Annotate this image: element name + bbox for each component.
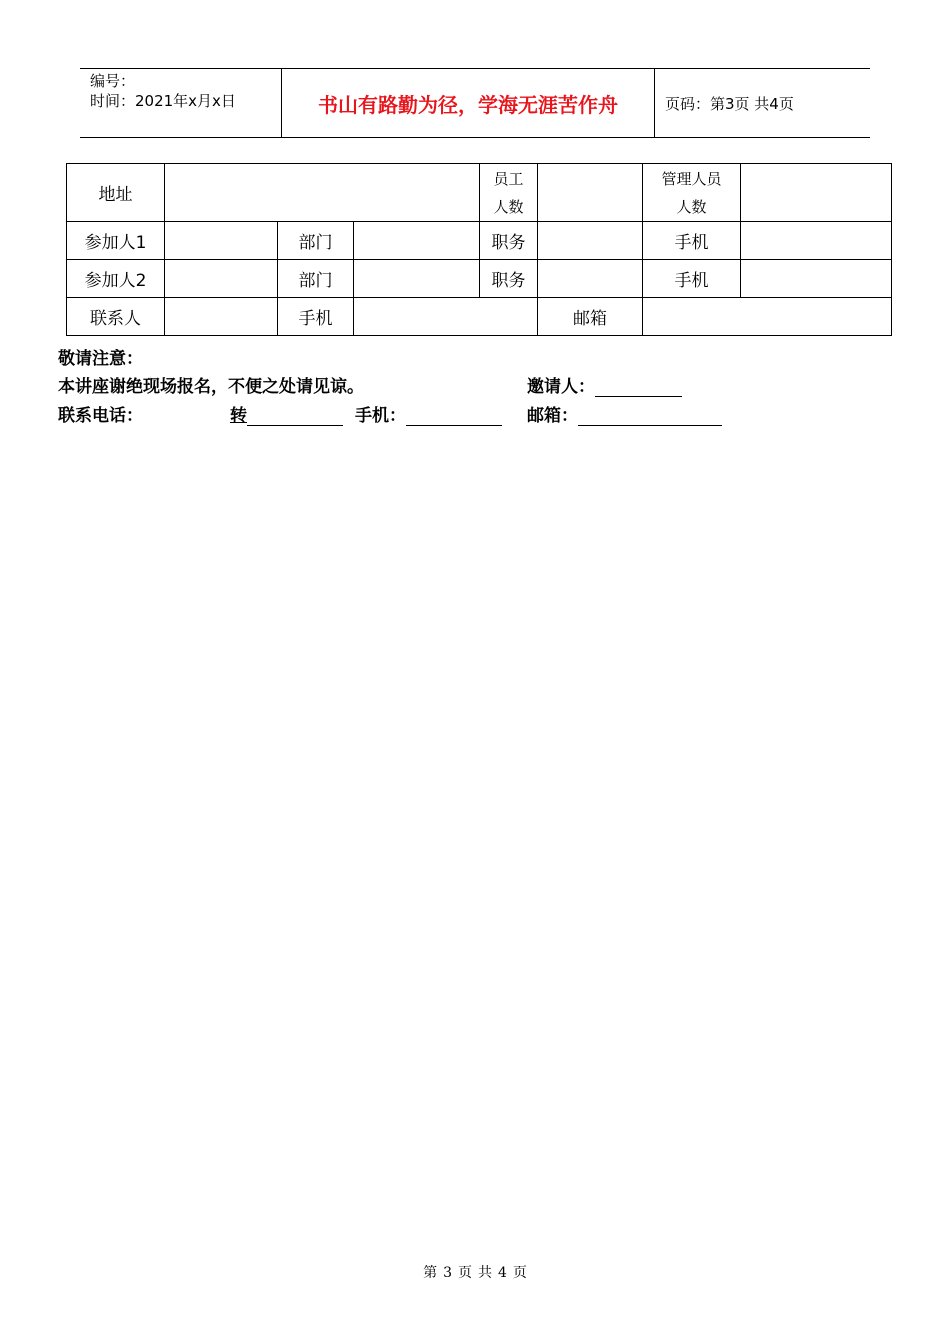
footer-text: 页 (458, 1265, 472, 1281)
table-row (67, 222, 892, 260)
address-label: 地址 (67, 164, 165, 222)
extension-row (230, 401, 343, 426)
contact-name-field[interactable] (165, 298, 278, 336)
position-label: 职务 (480, 222, 538, 260)
mobile-label: 手机 (278, 298, 354, 336)
participant1-department-field[interactable] (354, 222, 480, 260)
department-label: 部门 (278, 222, 354, 260)
mobile-blank[interactable] (406, 407, 502, 426)
participant2-label: 参加人2 (67, 260, 165, 298)
participant2-mobile-field[interactable] (741, 260, 892, 298)
email-label: 邮箱： (527, 406, 578, 426)
table-row (67, 164, 892, 222)
inviter-row (527, 372, 682, 397)
contact-label: 联系人 (67, 298, 165, 336)
footer-total-pages: 4 (498, 1265, 507, 1281)
staff-count-field[interactable] (538, 164, 643, 222)
mobile-label: 手机： (355, 406, 406, 426)
contact-phone-label: 联系电话： (58, 406, 143, 426)
footer-text: 共 (478, 1265, 492, 1281)
notice-line: 本讲座谢绝现场报名，不便之处请见谅。 (58, 377, 364, 397)
footer-text: 页 (512, 1265, 527, 1281)
position-label: 职务 (480, 260, 538, 298)
department-label: 部门 (278, 260, 354, 298)
inviter-label: 邀请人： (527, 377, 595, 397)
registration-form-table (66, 163, 892, 336)
mobile-label: 手机 (643, 260, 741, 298)
staff-count-label: 员工 人数 (480, 164, 538, 222)
page-header (80, 68, 870, 138)
email-label: 邮箱 (538, 298, 643, 336)
email-row (527, 401, 722, 426)
contact-email-field[interactable] (643, 298, 892, 336)
header-page-number: 页码：第3页 共4页 (665, 94, 794, 113)
address-field[interactable] (165, 164, 480, 222)
participant2-department-field[interactable] (354, 260, 480, 298)
participant1-label: 参加人1 (67, 222, 165, 260)
participant1-mobile-field[interactable] (741, 222, 892, 260)
mobile-label: 手机 (643, 222, 741, 260)
management-count-field[interactable] (741, 164, 892, 222)
participant2-name-field[interactable] (165, 260, 278, 298)
footer-text: 第 (423, 1265, 438, 1281)
document-date: 时间：2021年x月x日 (90, 92, 236, 110)
extension-blank[interactable] (247, 407, 343, 426)
extension-label: 转 (230, 406, 247, 426)
header-motto: 书山有路勤为径，学海无涯苦作舟 (318, 92, 618, 117)
table-row (67, 260, 892, 298)
footer-page-number: 3 (443, 1265, 452, 1281)
email-blank[interactable] (578, 407, 722, 426)
header-meta (80, 69, 280, 137)
management-count-label: 管理人员 人数 (643, 164, 741, 222)
participant1-name-field[interactable] (165, 222, 278, 260)
inviter-blank[interactable] (595, 378, 682, 397)
participant1-position-field[interactable] (538, 222, 643, 260)
table-row (67, 298, 892, 336)
document-number-label: 编号： (90, 72, 136, 90)
page-footer (0, 1262, 950, 1282)
contact-mobile-field[interactable] (354, 298, 538, 336)
mobile-row (355, 401, 502, 426)
participant2-position-field[interactable] (538, 260, 643, 298)
notice-heading: 敬请注意： (58, 349, 143, 369)
